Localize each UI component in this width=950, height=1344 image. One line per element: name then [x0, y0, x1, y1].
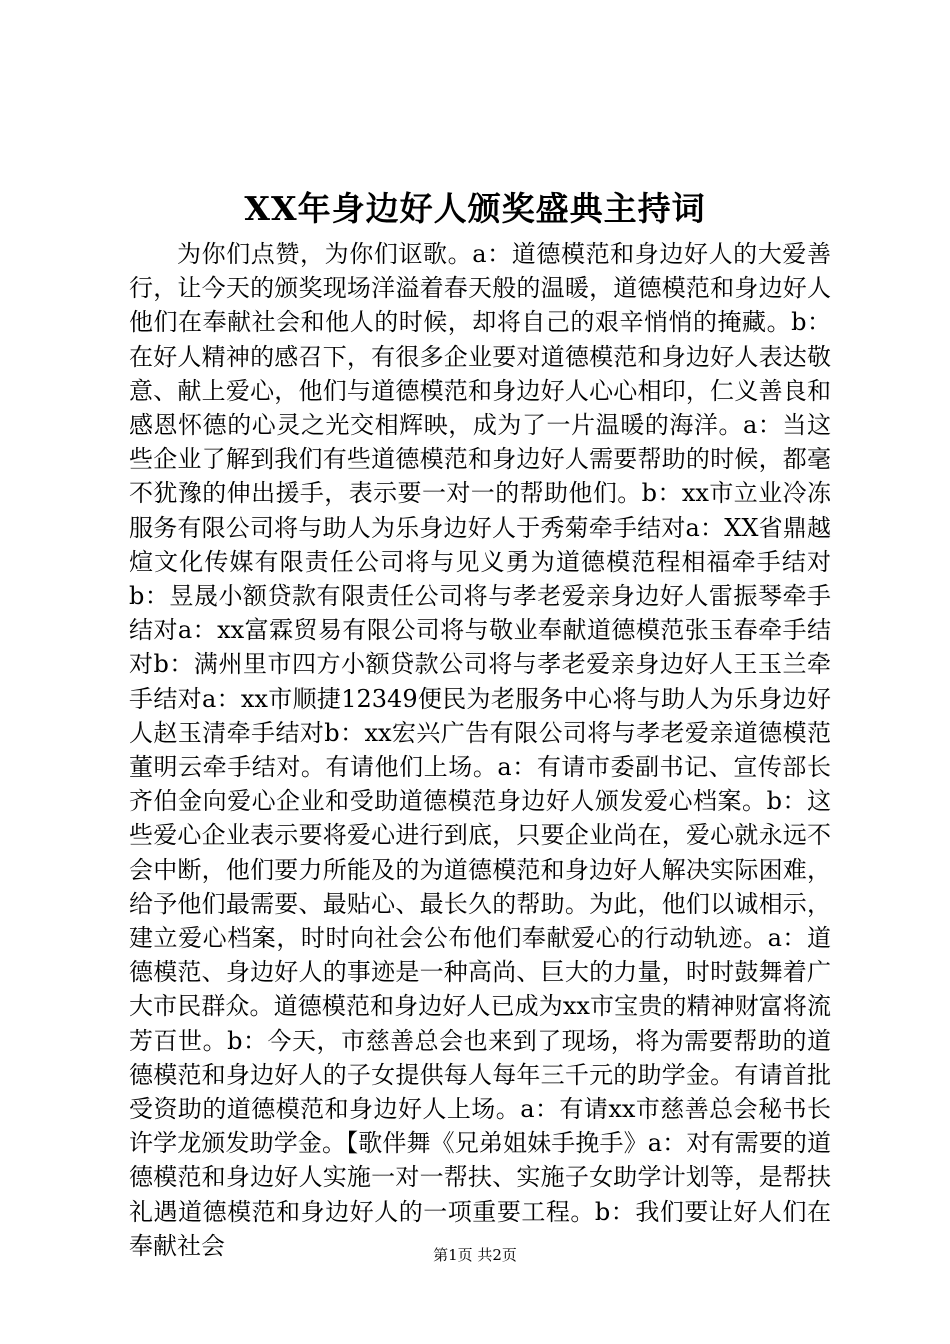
document-title: XX年身边好人颁奖盛典主持词 — [244, 189, 706, 228]
page-indicator: 第1页 共2页 — [433, 1246, 517, 1264]
body-paragraph: 为你们点赞，为你们讴歌。a：道德模范和身边好人的大爱善行，让今天的颁奖现场洋溢着春天般的温暖，道德模范和身边好人他们在奉献社会和他人的时候，却将自己的艰辛悄悄的掩藏。b：在好人精神的感召下，有很多企业要对道德模范和身边好人表达敬意、献上爱心，他们与道德模范和身边好人心心相印，仁义善良和感恩怀德的心灵之光交相辉映，成为了一片温暖的海洋。a：当这些企业了解到我们有些道德模范和身边好人需要帮助的时候，都毫不犹豫的伸出援手，表示要一对一的帮助他们。b：xx市立业冷冻服务有限公司将与助人为乐身边好人于秀菊牵手结对a：XX省鼎越煊文化传媒有限责任公司将与见义勇为道德模范程相福牵手结对b：昱晟小额贷款有限责任公司将与孝老爱亲身边好人雷振琴牵手结对a：xx富霖贸易有限公司将与敬业奉献道德模范张玉春牵手结对b：满州里市四方小额贷款公司将与孝老爱亲身边好人王玉兰牵手结对a：xx市顺捷12349便民为老服务中心将与助人为乐身边好人赵玉清牵手结对b：xx宏兴广告有限公司将与孝老爱亲道德模范董明云牵手结对。有请他们上场。a：有请市委副书记、宣传部长齐伯金向爱心企业和受助道德模范身边好人颁发爱心档案。b：这些爱心企业表示要将爱心进行到底，只要企业尚在，爱心就永远不会中断，他们要力所能及的为道德模范和身边好人解决实际困难，给予他们最需要、最贴心、最长久的帮助。为此，他们以诚相示，建立爱心档案，时时向社会公布他们奉献爱心的行动轨迹。a：道德模范、身边好人的事迹是一种高尚、巨大的力量，时时鼓舞着广大市民群众。道德模范和身边好人已成为xx市宝贵的精神财富将流芳百世。b：今天，市慈善总会也来到了现场，将为需要帮助的道德模范和身边好人的子女提供每人每年三千元的助学金。有请首批受资助的道德模范和身边好人上场。a：有请xx市慈善总会秘书长许学龙颁发助学金。【歌伴舞《兄弟姐妹手挽手》a：对有需要的道德模范和身边好人实施一对一帮扶、实施子女助学计划等，是帮扶礼遇道德模范和身边好人的一项重要工程。b：我们要让好人们在奉献社会 — [129, 240, 831, 1260]
